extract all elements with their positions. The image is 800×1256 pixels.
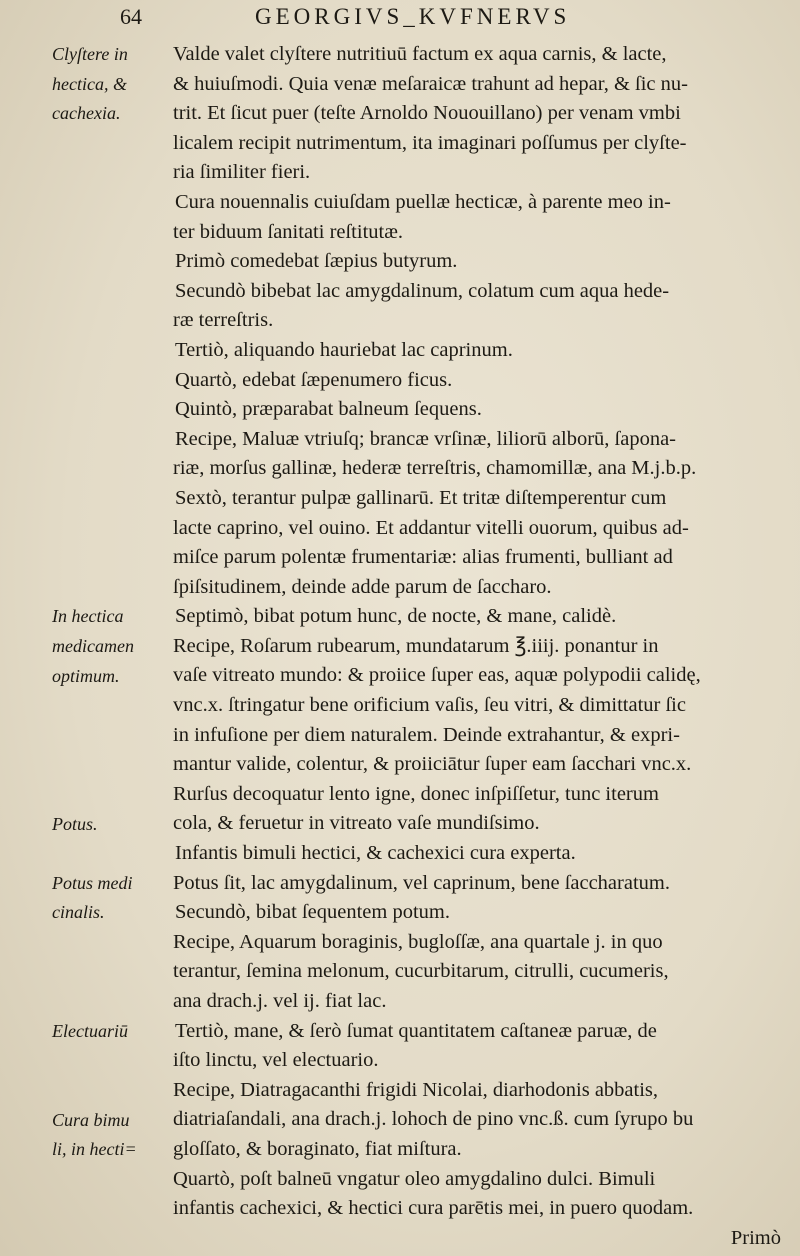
text-line: Quintò, præparabat balneum ſequens. xyxy=(175,398,482,421)
page-header xyxy=(0,4,800,38)
text-line: trit. Et ſicut puer (teſte Arnoldo Nououillano) per venam vmbi xyxy=(173,102,681,125)
text-line: vnc.x. ſtringatur bene orificium vaſis, ſeu vitri, & dimittatur ſic xyxy=(173,694,686,717)
text-line: Recipe, Aquarum boraginis, bugloſſæ, ana quartale j. in quo xyxy=(173,930,663,953)
margin-note: hectica, & xyxy=(52,73,127,94)
body-text xyxy=(173,40,785,1253)
text-line: riæ, morſus gallinæ, hederæ terreſtris, chamomillæ, ana M.j.b.p. xyxy=(173,457,697,480)
text-line: Potus ſit, lac amygdalinum, vel caprinum, bene ſaccharatum. xyxy=(173,871,670,894)
text-line: Recipe, Diatragacanthi frigidi Nicolai, diarhodonis abbatis, xyxy=(173,1078,659,1101)
text-line: gloſſato, & boraginato, fiat miſtura. xyxy=(173,1137,462,1160)
text-line: Tertiò, mane, & ſerò ſumat quantitatem caſtaneæ paruæ, de xyxy=(175,1019,657,1042)
margin-note: li, in hecti= xyxy=(52,1139,137,1160)
text-line: miſce parum polentæ frumentariæ: alias frumenti, bulliant ad xyxy=(173,546,673,569)
text-line: terantur, ſemina melonum, cucurbitarum, citrulli, cucumeris, xyxy=(173,960,669,983)
text-line: ria ſimiliter fieri. xyxy=(173,161,311,184)
text-line: ſpiſsitudinem, deinde adde parum de ſaccharo. xyxy=(173,575,552,598)
text-line: Tertiò, aliquando hauriebat lac caprinum. xyxy=(175,338,513,361)
margin-note: Clyſtere in xyxy=(52,44,128,64)
text-line: ter biduum ſanitati reſtitutæ. xyxy=(173,220,404,243)
text-line: Recipe, Maluæ vtriuſq; brancæ vrſinæ, liliorū alborū, ſapona- xyxy=(175,427,677,450)
text-line: Secundò bibebat lac amygdalinum, colatum cum aqua hede- xyxy=(175,279,670,302)
margin-note: cachexia. xyxy=(52,103,121,124)
text-line: Quartò, poſt balneū vngatur oleo amygdalino dulci. Bimuli xyxy=(173,1167,656,1190)
text-line: Secundò, bibat ſequentem potum. xyxy=(175,901,450,924)
text-line: ana drach.j. vel ij. fiat lac. xyxy=(173,990,387,1012)
text-line: vaſe vitreato mundo: & proiice ſuper eas, aquæ polypodii calidę, xyxy=(173,664,701,687)
text-line: & huiuſmodi. Quia venæ meſaraicæ trahunt ad hepar, & ſic nu- xyxy=(173,72,688,95)
margin-note: Potus. xyxy=(52,813,98,834)
text-line: Septimò, bibat potum hunc, de nocte, & mane, calidè. xyxy=(175,605,617,628)
text-line: Recipe, Roſarum rubearum, mundatarum ℥.iiij. ponantur in xyxy=(173,634,659,657)
running-title: GEORGIVS_KVFNERVS xyxy=(255,4,571,29)
text-line: iſto linctu, vel electuario. xyxy=(173,1049,379,1072)
margin-note: In hectica xyxy=(52,606,124,627)
text-line: diatriaſandali, ana drach.j. lohoch de pino vnc.ß. cum ſyrupo bu xyxy=(173,1108,694,1131)
text-line: mantur valide, colentur, & proiiciātur ſuper eam ſacchari vnc.x. xyxy=(173,753,692,776)
text-line: Rurſus decoquatur lento igne, donec inſpiſſetur, tunc iterum xyxy=(173,782,659,805)
margin-note: Potus medi xyxy=(52,872,133,893)
text-line: Quartò, edebat ſæpenumero ficus. xyxy=(175,368,453,391)
text-line: Sextò, terantur pulpæ gallinarū. Et tritæ diſtemperentur cum xyxy=(175,486,667,509)
text-line: infantis cachexici, & hectici cura parētis mei, in puero quodam. xyxy=(173,1197,694,1220)
text-line: licalem recipit nutrimentum, ita imaginari poſſumus per clyſte- xyxy=(173,131,687,154)
margin-note: medicamen xyxy=(52,636,134,656)
text-line: in infuſione per diem naturalem. Deinde extrahantur, & expri- xyxy=(173,723,680,746)
text-line: cola, & feruetur in vitreato vaſe mundiſsimo. xyxy=(173,812,540,835)
margin-note: cinalis. xyxy=(52,902,105,923)
text-line: Valde valet clyſtere nutritiuū factum ex aqua carnis, & lacte, xyxy=(173,43,667,65)
text-line: ræ terreſtris. xyxy=(173,309,274,332)
text-line: Infantis bimuli hectici, & cachexici cura experta. xyxy=(175,842,576,865)
margin-note: Cura bimu xyxy=(52,1109,130,1130)
text-line: Cura nouennalis cuiuſdam puellæ hecticæ, à parente meo in- xyxy=(175,190,671,213)
text-line: Primò comedebat ſæpius butyrum. xyxy=(175,250,458,273)
text-line: lacte caprino, vel ouino. Et addantur vitelli ouorum, quibus ad- xyxy=(173,516,689,539)
margin-note: optimum. xyxy=(52,665,120,686)
margin-note: Electuariū xyxy=(52,1020,128,1041)
text-line: Primò xyxy=(730,1226,781,1249)
page-number: 64 xyxy=(120,4,142,29)
